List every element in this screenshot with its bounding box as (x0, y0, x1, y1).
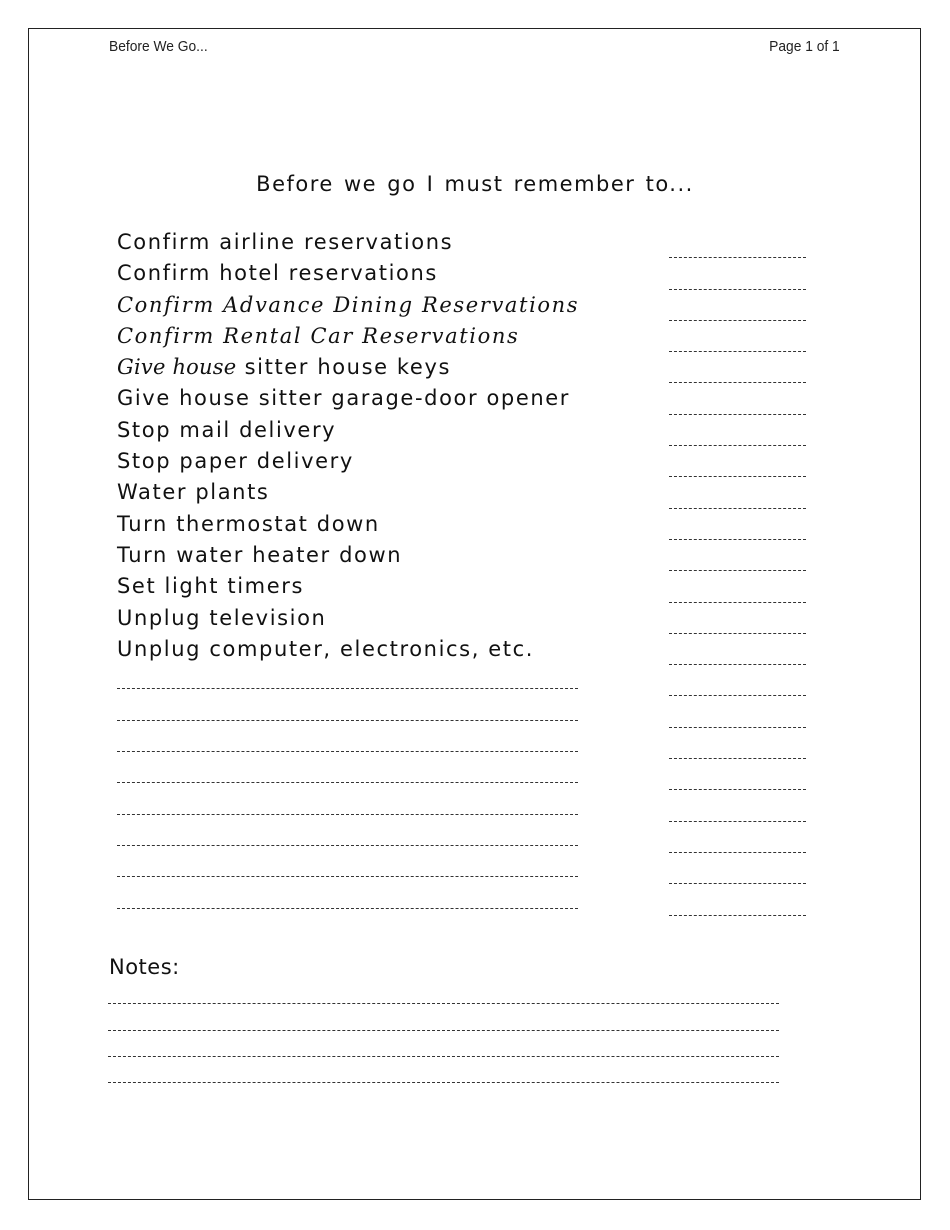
blank-item-line[interactable] (117, 728, 579, 759)
blank-item-line[interactable] (117, 822, 579, 853)
blank-item-line[interactable] (117, 696, 579, 727)
checklist (117, 227, 579, 916)
checklist-item: Give house sitter garage-door opener (117, 386, 571, 411)
blank-item-line[interactable] (117, 853, 579, 884)
checklist-item: Confirm Rental Car Reservations (117, 323, 520, 348)
checklist-item: Turn thermostat down (117, 511, 380, 536)
check-column (669, 230, 806, 919)
checklist-item: Confirm hotel reservations (117, 261, 438, 286)
checklist-item: Stop paper delivery (117, 449, 354, 474)
header-title: Before We Go... (109, 38, 208, 55)
check-line[interactable] (669, 668, 806, 699)
check-line[interactable] (669, 230, 806, 261)
checklist-item: Water plants (117, 480, 270, 505)
check-line[interactable] (669, 386, 806, 417)
check-line[interactable] (669, 543, 806, 574)
page-number: Page 1 of 1 (769, 38, 840, 55)
check-line[interactable] (669, 449, 806, 480)
check-line[interactable] (669, 825, 806, 856)
check-line[interactable] (669, 731, 806, 762)
notes-label: Notes: (109, 955, 180, 979)
check-line[interactable] (669, 480, 806, 511)
blank-item-line[interactable] (117, 665, 579, 696)
checklist-item: Give house sitter house keys (117, 355, 452, 380)
check-line[interactable] (669, 606, 806, 637)
notes-line[interactable] (108, 990, 779, 1016)
check-line[interactable] (669, 793, 806, 824)
notes-line[interactable] (108, 1069, 779, 1095)
checklist-item: Unplug computer, electronics, etc. (117, 636, 535, 661)
check-line[interactable] (669, 762, 806, 793)
checklist-item: Turn water heater down (117, 542, 403, 567)
page-title: Before we go I must remember to... (256, 172, 694, 196)
check-line[interactable] (669, 261, 806, 292)
check-line[interactable] (669, 574, 806, 605)
checklist-item: Stop mail delivery (117, 417, 337, 442)
check-line[interactable] (669, 293, 806, 324)
notes-lines (108, 990, 779, 1095)
check-line[interactable] (669, 887, 806, 918)
check-line[interactable] (669, 324, 806, 355)
notes-line[interactable] (108, 1043, 779, 1069)
checklist-item: Set light timers (117, 574, 304, 599)
blank-item-line[interactable] (117, 884, 579, 915)
blank-item-line[interactable] (117, 790, 579, 821)
check-line[interactable] (669, 699, 806, 730)
checklist-item: Confirm airline reservations (117, 230, 454, 254)
check-line[interactable] (669, 418, 806, 449)
check-line[interactable] (669, 637, 806, 668)
check-line[interactable] (669, 512, 806, 543)
check-line[interactable] (669, 355, 806, 386)
blank-item-line[interactable] (117, 759, 579, 790)
notes-line[interactable] (108, 1016, 779, 1042)
checklist-item: Unplug television (117, 605, 327, 630)
check-line[interactable] (669, 856, 806, 887)
checklist-item: Confirm Advance Dining Reservations (117, 292, 580, 317)
